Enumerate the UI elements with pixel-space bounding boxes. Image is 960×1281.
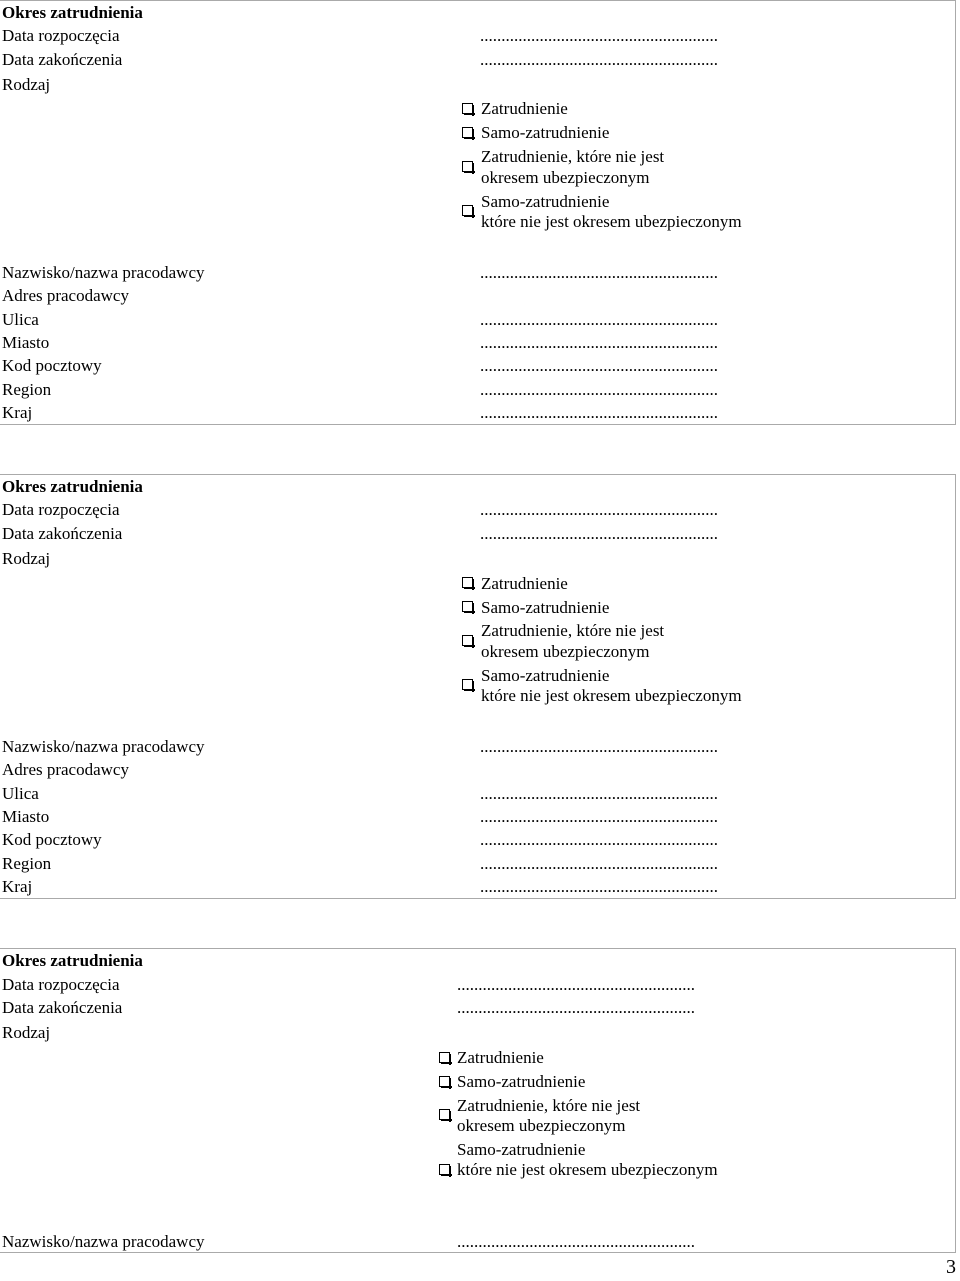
- street-field[interactable]: ........................................................: [480, 784, 718, 803]
- section-header: Okres zatrudnienia: [2, 951, 143, 970]
- option-self-employment-label: Samo-zatrudnienie: [481, 123, 610, 142]
- option-employment-label: Zatrudnienie: [457, 1048, 544, 1067]
- end-date-label: Data zakończenia: [2, 524, 123, 543]
- checkbox-employment[interactable]: [439, 1052, 450, 1063]
- checkbox-employment-uninsured[interactable]: [462, 161, 473, 172]
- country-label: Kraj: [2, 403, 33, 422]
- employer-name-field[interactable]: ........................................................: [480, 737, 718, 756]
- option-employment-uninsured-line1: Zatrudnienie, które nie jest: [481, 147, 665, 166]
- section-header: Okres zatrudnienia: [2, 3, 143, 22]
- start-date-field[interactable]: ........................................................: [480, 26, 718, 45]
- city-field[interactable]: ........................................................: [480, 333, 718, 352]
- checkbox-self-employment-uninsured[interactable]: [462, 205, 473, 216]
- type-label: Rodzaj: [2, 75, 51, 94]
- country-field[interactable]: ........................................................: [480, 877, 718, 896]
- section-header: Okres zatrudnienia: [2, 477, 143, 496]
- region-field[interactable]: ........................................................: [480, 854, 718, 873]
- postal-code-label: Kod pocztowy: [2, 356, 102, 375]
- option-employment-label: Zatrudnienie: [481, 574, 568, 593]
- country-label: Kraj: [2, 877, 33, 896]
- checkbox-employment[interactable]: [462, 577, 473, 588]
- region-field[interactable]: ........................................................: [480, 380, 718, 399]
- checkbox-self-employment-uninsured[interactable]: [439, 1164, 450, 1175]
- employer-address-label: Adres pracodawcy: [2, 286, 129, 305]
- employment-section-1: [0, 0, 956, 425]
- page-number: 3: [946, 1256, 956, 1278]
- postal-code-field[interactable]: ........................................................: [480, 830, 718, 849]
- city-label: Miasto: [2, 807, 50, 826]
- employer-name-field[interactable]: ........................................................: [480, 263, 718, 282]
- type-label: Rodzaj: [2, 1023, 51, 1042]
- employment-section-2: [0, 474, 956, 899]
- country-field[interactable]: ........................................................: [480, 403, 718, 422]
- start-date-label: Data rozpoczęcia: [2, 500, 120, 519]
- end-date-label: Data zakończenia: [2, 50, 123, 69]
- checkbox-self-employment[interactable]: [439, 1076, 450, 1087]
- employer-name-label: Nazwisko/nazwa pracodawcy: [2, 1232, 205, 1251]
- start-date-label: Data rozpoczęcia: [2, 975, 120, 994]
- option-self-employment-uninsured-line2: które nie jest okresem ubezpieczonym: [457, 1160, 718, 1179]
- option-employment-uninsured-line2: okresem ubezpieczonym: [481, 168, 650, 187]
- option-employment-uninsured-line2: okresem ubezpieczonym: [481, 642, 650, 661]
- end-date-label: Data zakończenia: [2, 998, 123, 1017]
- checkbox-self-employment[interactable]: [462, 601, 473, 612]
- option-self-employment-uninsured-line1: Samo-zatrudnienie: [457, 1140, 586, 1159]
- end-date-field[interactable]: ........................................................: [480, 524, 718, 543]
- type-label: Rodzaj: [2, 549, 51, 568]
- start-date-field[interactable]: ........................................................: [457, 975, 695, 994]
- postal-code-field[interactable]: ........................................................: [480, 356, 718, 375]
- option-self-employment-label: Samo-zatrudnienie: [481, 598, 610, 617]
- checkbox-employment[interactable]: [462, 103, 473, 114]
- option-self-employment-label: Samo-zatrudnienie: [457, 1072, 586, 1091]
- street-field[interactable]: ........................................................: [480, 310, 718, 329]
- option-employment-uninsured-line1: Zatrudnienie, które nie jest: [481, 621, 665, 640]
- employer-name-label: Nazwisko/nazwa pracodawcy: [2, 263, 205, 282]
- option-self-employment-uninsured-line2: które nie jest okresem ubezpieczonym: [481, 686, 742, 705]
- employer-name-label: Nazwisko/nazwa pracodawcy: [2, 737, 205, 756]
- region-label: Region: [2, 380, 52, 399]
- option-self-employment-uninsured-line1: Samo-zatrudnienie: [481, 666, 610, 685]
- option-employment-label: Zatrudnienie: [481, 99, 568, 118]
- region-label: Region: [2, 854, 52, 873]
- checkbox-employment-uninsured[interactable]: [439, 1109, 450, 1120]
- end-date-field[interactable]: ........................................................: [457, 998, 695, 1017]
- start-date-field[interactable]: ........................................................: [480, 500, 718, 519]
- checkbox-employment-uninsured[interactable]: [462, 635, 473, 646]
- employer-name-field[interactable]: ........................................................: [457, 1232, 695, 1251]
- option-self-employment-uninsured-line1: Samo-zatrudnienie: [481, 192, 610, 211]
- checkbox-self-employment[interactable]: [462, 127, 473, 138]
- city-label: Miasto: [2, 333, 50, 352]
- option-employment-uninsured-line1: Zatrudnienie, które nie jest: [457, 1096, 641, 1115]
- street-label: Ulica: [2, 784, 39, 803]
- option-self-employment-uninsured-line2: które nie jest okresem ubezpieczonym: [481, 212, 742, 231]
- employer-address-label: Adres pracodawcy: [2, 760, 129, 779]
- postal-code-label: Kod pocztowy: [2, 830, 102, 849]
- checkbox-self-employment-uninsured[interactable]: [462, 679, 473, 690]
- street-label: Ulica: [2, 310, 39, 329]
- option-employment-uninsured-line2: okresem ubezpieczonym: [457, 1116, 626, 1135]
- end-date-field[interactable]: ........................................................: [480, 50, 718, 69]
- city-field[interactable]: ........................................................: [480, 807, 718, 826]
- start-date-label: Data rozpoczęcia: [2, 26, 120, 45]
